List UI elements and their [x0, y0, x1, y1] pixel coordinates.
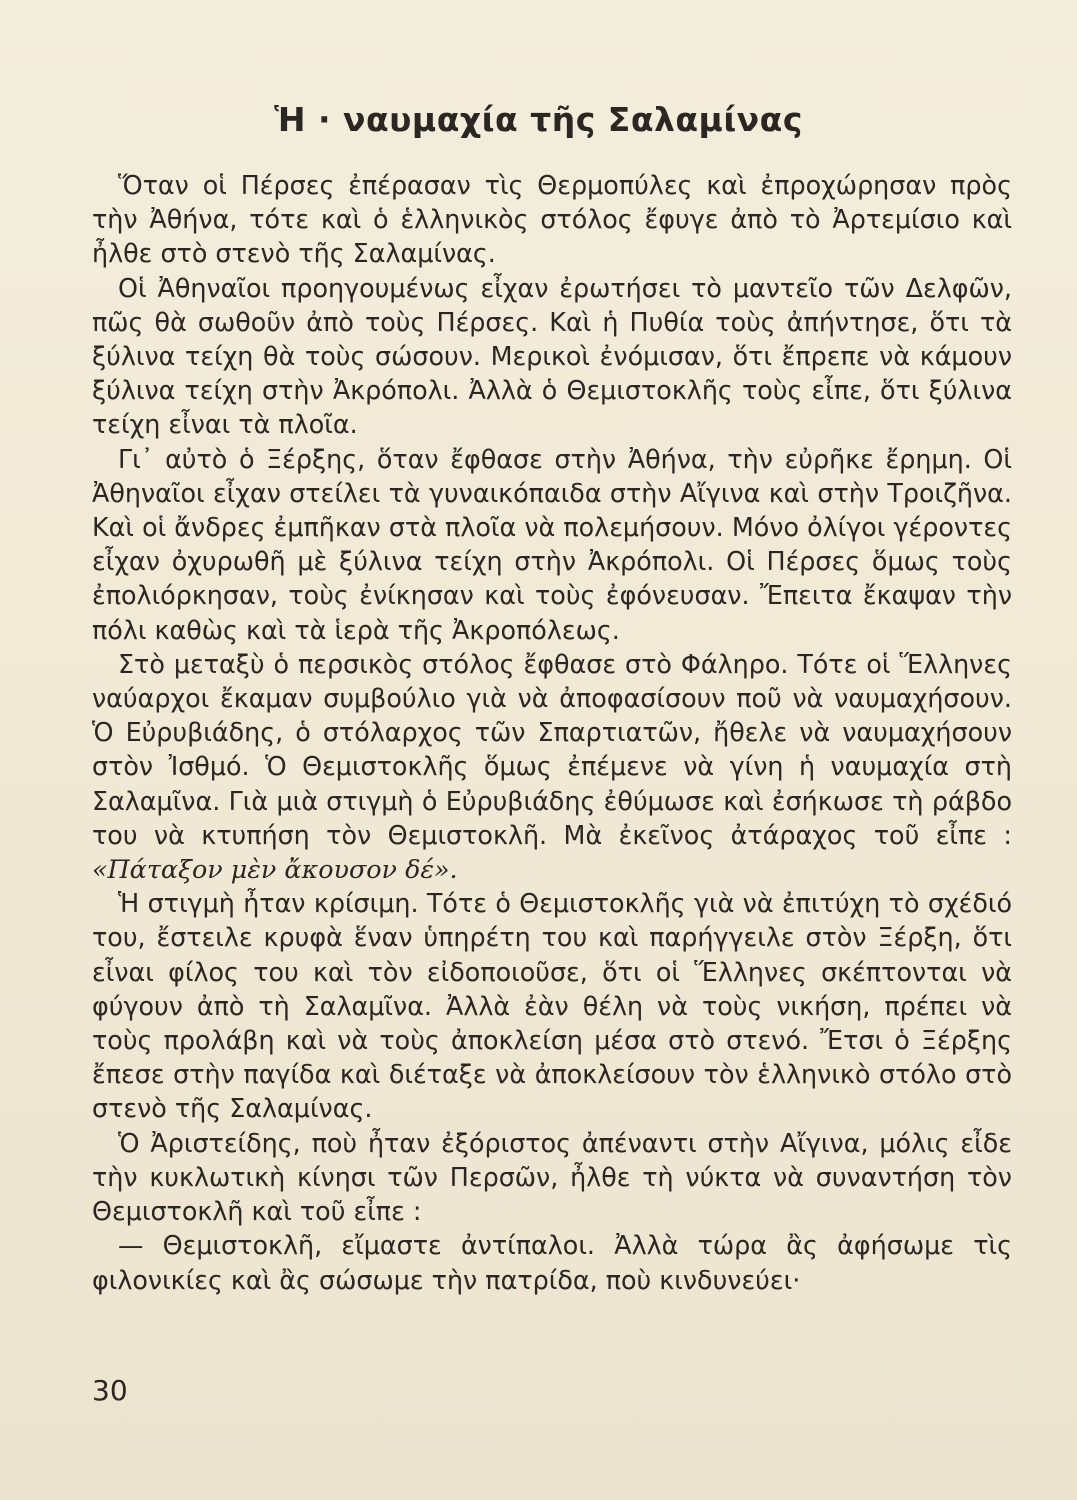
- paragraph: Ὅταν οἱ Πέρσες ἐπέρασαν τὶς Θερμοπύλες καὶ ἐπροχώρησαν πρὸς τὴν Ἀθήνα, τότε καὶ ὁ ἑλληνικὸς στόλος ἔφυγε ἀπὸ τὸ Ἀρτεμίσιο καὶ ἦλθε στὸ στενὸ τῆς Σαλαμίνας.: [92, 170, 1012, 269]
- paragraph: Ὁ Ἀριστείδης, ποὺ ἦταν ἐξόριστος ἀπέναντι στὴν Αἴγινα, μόλις εἶδε τὴν κυκλωτικὴ κίνησι τῶν Περσῶν, ἦλθε τὴ νύκτα νὰ συναντήση τὸν Θεμιστοκλῆ καὶ τοῦ εἶπε :: [92, 1127, 1012, 1227]
- paragraph: Γι᾿ αὐτὸ ὁ Ξέρξης, ὅταν ἔφθασε στὴν Ἀθήνα, τὴν εὐρῆκε ἔρημη. Οἱ Ἀθηναῖοι εἶχαν στείλει τὰ γυναικόπαιδα στὴν Αἴγινα καὶ στὴν Τροιζῆνα. Καὶ οἱ ἄνδρες ἐμπῆκαν στὰ πλοῖα νὰ πολεμήσουν. Μόνο ὀλίγοι γέροντες εἶχαν ὀχυρωθῆ μὲ ξύλινα τείχη στὴν Ἀκρόπολι. Οἱ Πέρσες ὅμως τοὺς ἐπολιόρκησαν, τοὺς ἐνίκησαν καὶ τοὺς ἐφόνευσαν. Ἔπειτα ἔκαψαν τὴν πόλι καθὼς καὶ τὰ ἱερὰ τῆς Ἀκροπόλεως.: [92, 443, 1012, 645]
- page-title: Ἡ · ναυμαχία τῆς Σαλαμίνας: [274, 100, 803, 139]
- quote: «Πάταξον μὲν ἄκουσον δέ».: [92, 854, 458, 885]
- paragraph: [92, 647, 1012, 886]
- paragraph-text: Στὸ μεταξὺ ὁ περσικὸς στόλος ἔφθασε στὸ Φάληρο. Τότε οἱ Ἕλληνες ναύαρχοι ἔκαμαν συμβούλιο γιὰ νὰ ἀποφασίσουν ποῦ νὰ ναυμαχήσουν. Ὁ Εὐρυβιάδης, ὁ στόλαρχος τῶν Σπαρτιατῶν, ἤθελε νὰ ναυμαχήσουν στὸν Ἰσθμό. Ὁ Θεμιστοκλῆς ὅμως ἐπέμενε νὰ γίνη ἡ ναυμαχία στὴ Σαλαμῖνα. Γιὰ μιὰ στιγμὴ ὁ Εὐρυβιάδης ἐθύμωσε καὶ ἐσήκωσε τὴ ράβδο του νὰ κτυπήση τὸν Θεμιστοκλῆ. Μὰ ἐκεῖνος ἀτάραχος τοῦ εἶπε :: [92, 648, 1012, 850]
- paragraph: Ἡ στιγμὴ ἦταν κρίσιμη. Τότε ὁ Θεμιστοκλῆς γιὰ νὰ ἐπιτύχη τὸ σχέδιό του, ἔστειλε κρυφὰ ἕναν ὑπηρέτη του καὶ παρήγγειλε στὸν Ξέρξη, ὅτι εἶναι φίλος του καὶ τὸν εἰδοποιοῦσε, ὅτι οἱ Ἕλληνες σκέπτονται νὰ φύγουν ἀπὸ τὴ Σαλαμῖνα. Ἀλλὰ ἐὰν θέλη νὰ τοὺς νικήση, πρέπει νὰ τοὺς προλάβη καὶ νὰ τοὺς ἀποκλείση μέσα στὸ στενό. Ἔτσι ὁ Ξέρξης ἔπεσε στὴν παγίδα καὶ διέταξε νὰ ἀποκλείσουν τὸν ἑλληνικὸ στόλο στὸ στενὸ τῆς Σαλαμίνας.: [92, 888, 1012, 1124]
- text-body: [92, 168, 1012, 1297]
- dialog-line: — Θεμιστοκλῆ, εἴμαστε ἀντίπαλοι. Ἀλλὰ τώρα ἂς ἀφήσωμε τὶς φιλονικίες καὶ ἂς σώσωμε τὴν πατρίδα, ποὺ κινδυνεύει·: [92, 1230, 1012, 1295]
- page-number: 30: [92, 1374, 128, 1407]
- paragraph: Οἱ Ἀθηναῖοι προηγουμένως εἶχαν ἐρωτήσει τὸ μαντεῖο τῶν Δελφῶν, πῶς θὰ σωθοῦν ἀπὸ τοὺς Πέρσες. Καὶ ἡ Πυθία τοὺς ἀπήντησε, ὅτι τὰ ξύλινα τείχη θὰ τοὺς σώσουν. Μερικοὶ ἐνόμισαν, ὅτι ἔπρεπε νὰ κάμουν ξύλινα τείχη στὴν Ἀκρόπολι. Ἀλλὰ ὁ Θεμιστοκλῆς τοὺς εἶπε, ὅτι ξύλινα τείχη εἶναι τὰ πλοῖα.: [92, 272, 1012, 440]
